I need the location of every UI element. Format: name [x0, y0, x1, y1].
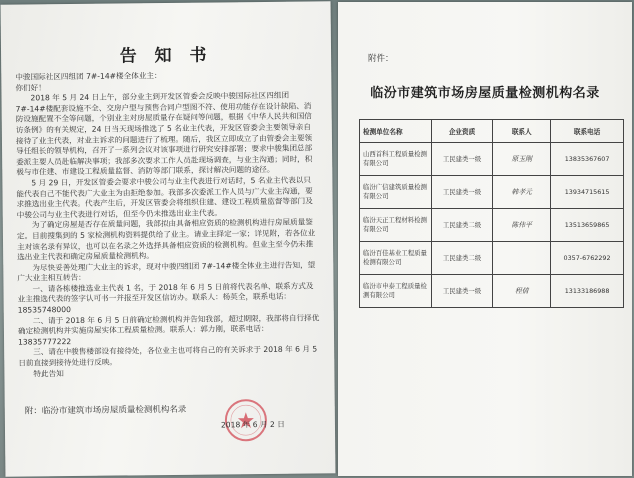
agency-phone: 13934715615 [551, 176, 624, 209]
agency-phone: 13133186988 [551, 275, 624, 308]
appendix-label: 附件： [368, 54, 394, 64]
notice-paragraph: 为了确定房屋是否存在质量问题，我部拟由具备相应资质的检测机构进行房屋质量鉴定。目前搜集到的 5 家检测机构资料提供给了业主。请业主择定一家；详见附，若各位业主对该名录有异议，也可以在名录之外选择具备相应资质的检测机构。但业主至今仍未推选出业主代表和确定房屋质量检测机构。 [16, 217, 316, 262]
agency-contact: 韩孝元 [493, 176, 551, 209]
notice-attachment: 附：临汾市建筑市场房屋质量检测机构名录 [24, 404, 187, 417]
column-header: 联系电话 [551, 120, 624, 143]
table-row [360, 275, 624, 308]
notice-body [15, 69, 320, 379]
table-row [360, 176, 624, 209]
notice-item-2: 二、请于 2018 年 6 月 5 日前确定检测机构并告知我部，超过期限，我部将自行择优确定检测机构并实施房屋实体工程质量检测。联系人：郭力刚，联系电话：13835777222 [17, 313, 320, 347]
notice-paragraph: 2018 年 5 月 24 日上午，部分业主到开发区管委会反映中骏国际社区四组团 7#-14#楼配套设施不全、交房户型与预售合同户型图不符、使用功能存在设计缺陷、消防设施配置不全等问题，个别业主对房屋质量存在疑问等问题，根据《中华人民共和国信访条例》的有关规定，24 日当天现场推选了 5 名业主代表，开发区管委会主要领导亲自接待了业主代表，对业主诉求的问题进行了梳理。随后，我区立即成立了由管委会主要领导任组长的领导机构，召开了一系列会议对该事项进行研究安排部署；要求中骏集团总部委派主要人员赴临解决事项；我部多次要求工作人员赴现场调查，与业主沟通；同时，积极与市住建、市建设工程质量监督、消防等部门联系，探讨解决问题的途径。 [15, 90, 313, 177]
agency-table [359, 119, 624, 308]
agency-qualification: 工民建类二级 [431, 242, 493, 275]
notice-date: 2018 年 6 月 2 日 [220, 419, 285, 430]
table-row [360, 143, 624, 176]
notice-closing: 特此告知 [33, 368, 64, 379]
column-header: 检测单位名称 [360, 120, 432, 143]
notice-paragraph: 为尽快妥善处理广大业主的诉求，现对中骏四组团 7#-14#楼全体业主进行告知，望广大业主相互转告： [17, 260, 316, 283]
notice-greeting: 你们好！ [15, 82, 46, 93]
notice-item-3: 三、请在中骏售楼部设有接待处，各位业主也可将自己的有关诉求于 2018 年 6 月 5 日前直接到接待处进行反映。 [18, 344, 318, 368]
agency-phone: 0357-6762292 [551, 242, 624, 275]
agency-contact [493, 242, 551, 275]
column-header: 联系人 [493, 120, 551, 143]
column-header: 企业资质 [431, 120, 493, 143]
notice-title: 告 知 书 [119, 45, 213, 67]
agency-phone: 13835367607 [551, 143, 624, 176]
table-header-row [360, 120, 624, 143]
notice-sheet [1, 1, 336, 476]
agency-qualification: 工民建类二级 [431, 209, 493, 242]
agency-phone: 13513659865 [551, 209, 624, 242]
agency-contact: 陈伟平 [493, 209, 551, 242]
agency-name: 山西首科工程质量检测有限公司 [360, 143, 432, 176]
agency-contact: 程倩 [493, 275, 551, 308]
table-row [360, 209, 624, 242]
notice-paragraph: 5 月 29 日，开发区管委会要求中骏公司与业主代表进行对话时，5 名业主代表以只能代表自己不能代表广大业主为由拒绝参加。我部多次委派工作人员与广大业主沟通，要求推选出业主代表。代表产生后，开发区管委会将组织住建、建设工程质量监督等部门及中骏公司与业主代表进行对话，但至今仍未推选出业主代表。 [16, 175, 313, 220]
agency-name: 临汾广信建筑质量检测有限公司 [360, 176, 432, 209]
notice-item-1: 一、请各栋楼推选业主代表 1 名，于 2018 年 6 月 5 日前将代表名单、联系方式及业主推选代表的签字认可书一并报至开发区信访办。联系人：杨英全，联系电话：18535748000 [17, 281, 314, 315]
agency-qualification: 工民建类一级 [431, 176, 493, 209]
agency-contact: 原玉刚 [493, 143, 551, 176]
agency-name: 临汾市申泰工程质量检测有限公司 [360, 275, 432, 308]
agency-qualification: 工民建类一级 [431, 143, 493, 176]
table-row [360, 242, 624, 275]
agency-name: 临汾百佳基业工程质量检测有限公司 [360, 242, 432, 275]
notice-salutation: 中骏国际社区四组团 7#-14#楼全体业主： [15, 71, 162, 82]
appendix-sheet [338, 2, 632, 476]
agency-qualification: 工民建类一级 [431, 275, 493, 308]
appendix-title: 临汾市建筑市场房屋质量检测机构名录 [370, 86, 600, 101]
agency-name: 临汾天正工程材料检测有限公司 [360, 209, 432, 242]
